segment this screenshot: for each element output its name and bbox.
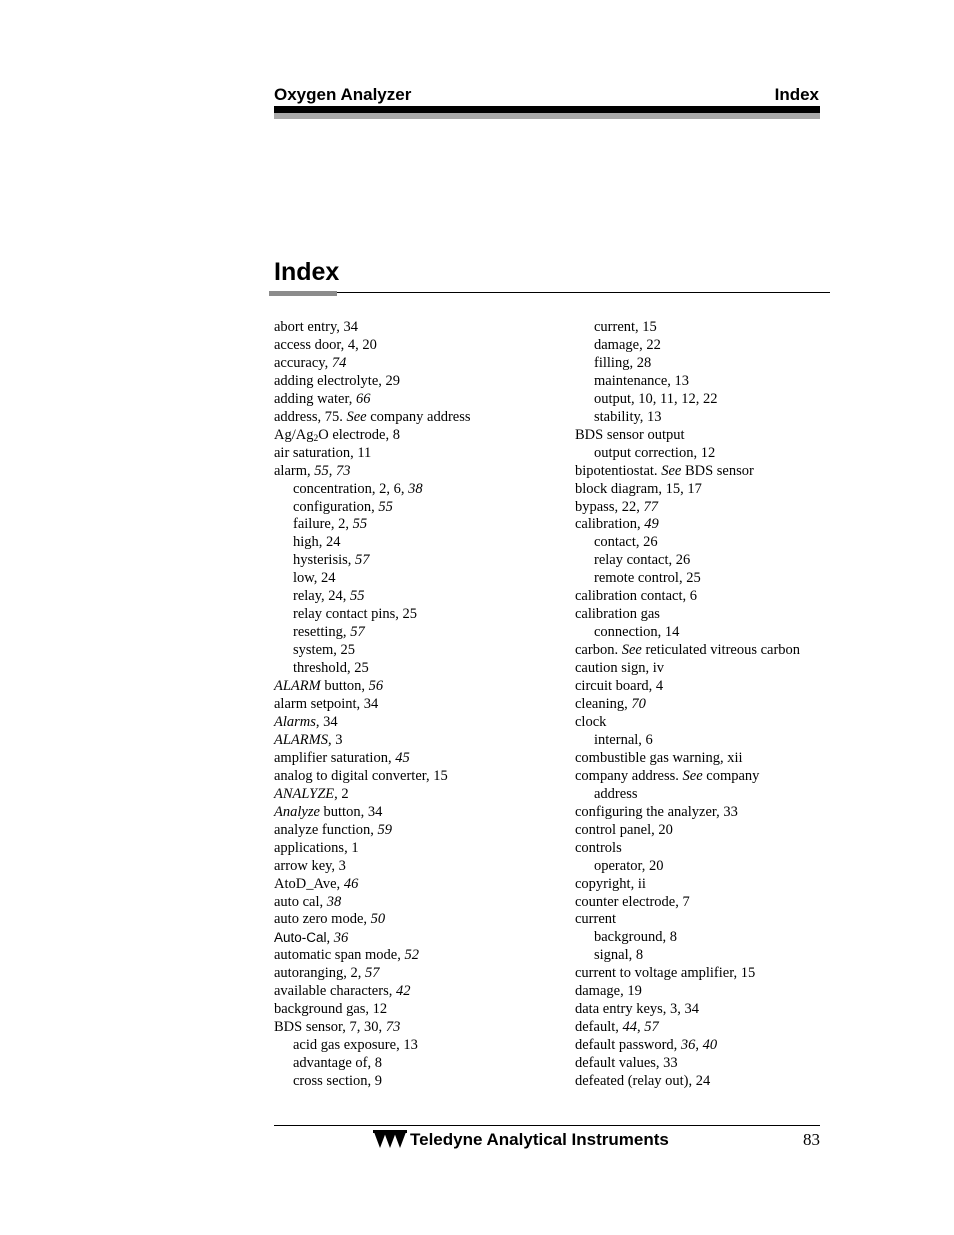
index-entry [274,337,471,355]
index-entry-text: ALARMS [274,731,328,748]
index-entry-text: resetting, [293,624,351,641]
index-entry [575,516,800,534]
header-rule [274,106,820,113]
index-entry-text: , [326,930,334,947]
index-entry-text: See [682,767,703,784]
index-entry-text: adding water, [274,390,356,407]
index-subentry [274,642,471,660]
index-entry-text: output, 10, 11, 12, 22 [594,390,718,407]
index-entry [575,822,800,840]
index-entry [575,1001,800,1019]
index-entry-text: alarm setpoint, 34 [274,696,379,713]
index-subentry [575,570,800,588]
index-entry-text: 49 [644,516,659,533]
running-header-section: Index [774,85,819,104]
index-entry-text: bypass, 22, [575,498,644,515]
index-entry [274,1001,471,1019]
index-entry [575,714,800,732]
index-entry [274,427,471,445]
index-entry [274,714,471,732]
index-entry-text: counter electrode, 7 [575,893,690,910]
index-entry-text: calibration gas [575,606,660,623]
index-subentry [274,481,471,499]
index-entry-text: 77 [643,498,658,515]
index-subentry [274,1037,471,1055]
index-entry-text: cleaning, [575,696,632,713]
index-subentry [575,534,800,552]
index-entry-text: copyright, ii [575,875,646,892]
index-entry-text: , [637,1019,645,1036]
index-entry [575,1019,800,1037]
index-subentry [274,552,471,570]
index-entry-text: stability, 13 [594,408,662,425]
index-subentry [274,570,471,588]
index-entry-text: connection, 14 [594,624,680,641]
index-entry-text: calibration contact, 6 [575,588,697,605]
index-entry-text: 57 [644,1019,659,1036]
index-entry-text: maintenance, 13 [594,372,690,389]
index-subentry [274,1073,471,1091]
index-entry [575,876,800,894]
index-entry [575,696,800,714]
index-subentry [575,786,800,804]
index-entry-text: controls [575,839,622,856]
index-entry-text: 40 [702,1037,718,1054]
index-entry [575,894,800,912]
index-entry-text: abort entry, [274,319,344,335]
index-entry-text: default, [575,1019,623,1036]
index-entry-text: , [328,462,337,479]
index-entry [274,804,471,822]
index-entry-text: damage, 19 [575,983,642,1000]
index-entry-text: acid gas exposure, 13 [293,1037,418,1054]
index-subentry [575,337,800,355]
index-subentry [575,552,800,570]
index-entry-text: reticulated vitreous carbon [641,642,801,659]
index-entry-text: data entry keys, 3, 34 [575,1001,700,1018]
index-entry-text: , 2 [334,785,349,802]
index-entry-text: amplifier saturation, [274,749,396,766]
index-entry-text: threshold, 25 [293,660,369,677]
index-subentry [274,660,471,678]
index-entry-text: adding electrolyte, 29 [274,372,401,389]
index-entry [575,499,800,517]
index-entry-text: , 3 [327,731,343,748]
title-rule [337,292,830,293]
index-entry-text: bipotentiostat. [575,462,662,479]
index-entry [274,929,471,947]
index-entry-text: BDS sensor, 7, 30, [274,1019,386,1036]
index-entry [575,911,800,929]
index-entry-text: configuration, [293,498,379,515]
index-entry-text: background gas, 12 [274,1001,388,1018]
index-entry-text: caution sign, iv [575,660,665,677]
index-entry-text: 38 [408,480,423,497]
running-header-title: Oxygen Analyzer [274,85,412,104]
index-entry [575,481,800,499]
index-subentry [274,588,471,606]
index-entry-text: O electrode, 8 [318,426,400,443]
index-entry-text: access door, 4, 20 [274,336,377,353]
index-entry [274,822,471,840]
index-entry-text: 55 [314,462,329,479]
index-entry-text: concentration, 2, 6, [293,480,409,497]
index-entry-text: 42 [395,983,411,1000]
index-entry-text: filling, 28 [594,354,652,371]
index-entry-text: high, 24 [293,534,341,551]
index-entry-text: current to voltage amplifier, 15 [575,965,756,982]
index-entry-text: 38 [326,893,342,910]
index-entry-text: hysterisis, [293,552,356,569]
title-rule-accent [269,291,337,296]
index-column-right [575,319,800,1091]
index-subentry [274,499,471,517]
index-entry [274,678,471,696]
index-entry-text: 55 [352,516,368,533]
index-entry-text: analog to digital converter, 15 [274,767,448,784]
index-entry [575,678,800,696]
index-entry [274,355,471,373]
index-entry-text: 74 [331,354,347,371]
index-entry [575,463,800,481]
index-entry-text: , [695,1037,703,1054]
index-entry-text: See [621,642,642,659]
index-entry-text: 2 [313,433,319,444]
index-entry-text: 55 [350,588,365,605]
index-entry [274,1019,471,1037]
index-entry [575,804,800,822]
index-entry-text: carbon. [575,642,622,659]
index-entry-text: default values, 33 [575,1055,678,1072]
index-entry-text: automatic span mode, [274,947,405,964]
index-entry-text: 52 [404,947,419,964]
index-subentry [274,1055,471,1073]
index-entry-text: 57 [355,552,370,569]
index-entry [274,319,471,337]
index-entry-text: calibration, [575,516,645,533]
index-entry-text: Analyze [274,803,320,820]
index-entry-text: clock [575,713,607,730]
index-entry-text: analyze function, [274,821,378,838]
index-subentry [575,624,800,642]
index-entry-text: circuit board, 4 [575,678,664,695]
teledyne-logo-icon [373,1130,407,1150]
index-entry-text: company address. [575,767,683,784]
index-entry [575,965,800,983]
index-entry-text: 73 [385,1019,401,1036]
index-entry-text: Auto-Cal [274,930,327,946]
index-subentry [575,373,800,391]
index-entry-text: relay contact pins, 25 [293,606,418,623]
index-entry [274,876,471,894]
index-entry-text: BDS sensor [681,462,754,479]
index-entry-text: ALARM [274,678,321,695]
index-entry-text: AtoD_Ave, [274,875,344,892]
index-subentry [575,732,800,750]
index-entry [575,427,800,445]
index-entry [274,768,471,786]
index-entry-text: button, 34 [319,803,383,820]
index-subentry [575,929,800,947]
page-number: 83 [803,1130,820,1149]
index-entry-text: auto cal, [274,893,327,910]
index-entry [274,373,471,391]
index-entry-text: 55 [378,498,393,515]
index-entry-text: 70 [631,696,646,713]
index-entry-text: 46 [343,875,359,892]
index-entry-text: applications, 1 [274,839,359,856]
index-entry-text: current [575,911,617,928]
index-entry [274,894,471,912]
index-entry-text: 36 [333,930,349,947]
index-entry-text: 57 [365,965,380,982]
index-entry-text: 73 [336,462,351,479]
index-entry-text: relay, 24, [293,588,351,605]
index-entry [274,445,471,463]
index-entry [575,983,800,1001]
index-entry [274,911,471,929]
index-entry-text: Alarms [274,713,316,730]
index-entry-text: failure, 2, [293,516,353,533]
index-entry-text: 50 [370,911,386,928]
index-entry-text: company [702,767,760,784]
header-rule-shadow [274,113,820,119]
index-entry [575,768,800,786]
index-entry-text: 34 [343,319,359,335]
index-entry-text: See [661,462,682,479]
index-subentry [274,606,471,624]
index-entry [274,463,471,481]
index-subentry [575,858,800,876]
footer-rule [274,1125,820,1126]
index-entry [274,965,471,983]
index-column-left [274,319,471,1091]
index-subentry [575,391,800,409]
index-entry-text: block diagram, 15, 17 [575,480,702,497]
index-entry-text: ANALYZE [274,785,335,802]
index-entry-text: signal, 8 [594,947,644,964]
index-entry-text: 56 [368,678,384,695]
index-entry-text: current, 15 [594,319,657,335]
index-entry-text: 66 [355,390,371,407]
index-entry-text: See [346,408,367,425]
index-entry-text: auto zero mode, [274,911,371,928]
index-subentry [274,534,471,552]
index-entry-text: control panel, 20 [575,821,673,838]
index-entry-text: cross section, 9 [293,1073,382,1090]
index-entry-text: 57 [350,624,365,641]
index-entry-text: background, 8 [594,929,677,946]
index-subentry [575,355,800,373]
index-entry [575,1037,800,1055]
index-entry [274,391,471,409]
footer-company-name: Teledyne Analytical Instruments [410,1130,669,1149]
index-entry-text: , 34 [315,713,338,730]
index-entry-text: 44 [622,1019,638,1036]
index-entry [575,750,800,768]
index-entry-text: combustible gas warning, xii [575,749,743,766]
index-entry-text: system, 25 [293,642,356,659]
index-entry-text: remote control, 25 [594,570,701,587]
index-entry-text: 59 [377,821,392,838]
index-subentry [575,319,800,337]
index-entry [274,840,471,858]
index-entry-text: company address [366,408,471,425]
index-subentry [274,516,471,534]
index-entry-text: 45 [395,749,410,766]
index-entry-text: Ag/Ag [274,426,314,443]
index-entry-text: damage, 22 [594,336,661,353]
index-entry-text: internal, 6 [594,731,653,748]
index-subentry [575,947,800,965]
index-entry-text: low, 24 [293,570,336,587]
index-entry-text: configuring the analyzer, 33 [575,803,738,820]
index-entry [575,588,800,606]
index-entry [575,1055,800,1073]
index-subentry [575,409,800,427]
index-entry [575,1073,800,1091]
index-entry [274,750,471,768]
index-entry [274,409,471,427]
index-entry [274,696,471,714]
index-entry [575,642,800,660]
index-entry-text: contact, 26 [594,534,658,551]
index-entry-text: 36 [680,1037,696,1054]
index-entry [274,786,471,804]
index-entry-text: arrow key, 3 [274,857,346,874]
index-entry-text: defeated (relay out), 24 [575,1073,711,1090]
index-entry-text: available characters, [274,983,396,1000]
index-entry-text: output correction, 12 [594,444,716,461]
index-entry-text: address, 75. [274,408,347,425]
index-entry-text: button, [320,678,369,695]
index-entry-text: accuracy, [274,354,332,371]
index-entry-text: default password, [575,1037,681,1054]
index-entry-text: air saturation, 11 [274,444,372,461]
index-entry [575,660,800,678]
index-entry [274,983,471,1001]
index-subentry [575,445,800,463]
page-title: Index [274,258,340,286]
index-entry-text: operator, 20 [594,857,664,874]
index-entry [575,606,800,624]
index-entry-text: alarm, [274,462,315,479]
index-entry-text: advantage of, 8 [293,1055,382,1072]
index-entry-text: relay contact, 26 [594,552,691,569]
index-entry [274,947,471,965]
index-entry-text: BDS sensor output [575,426,685,443]
index-entry-text: address [594,785,638,802]
index-entry [274,732,471,750]
index-entry-text: autoranging, 2, [274,965,366,982]
index-entry [274,858,471,876]
index-entry [575,840,800,858]
index-subentry [274,624,471,642]
